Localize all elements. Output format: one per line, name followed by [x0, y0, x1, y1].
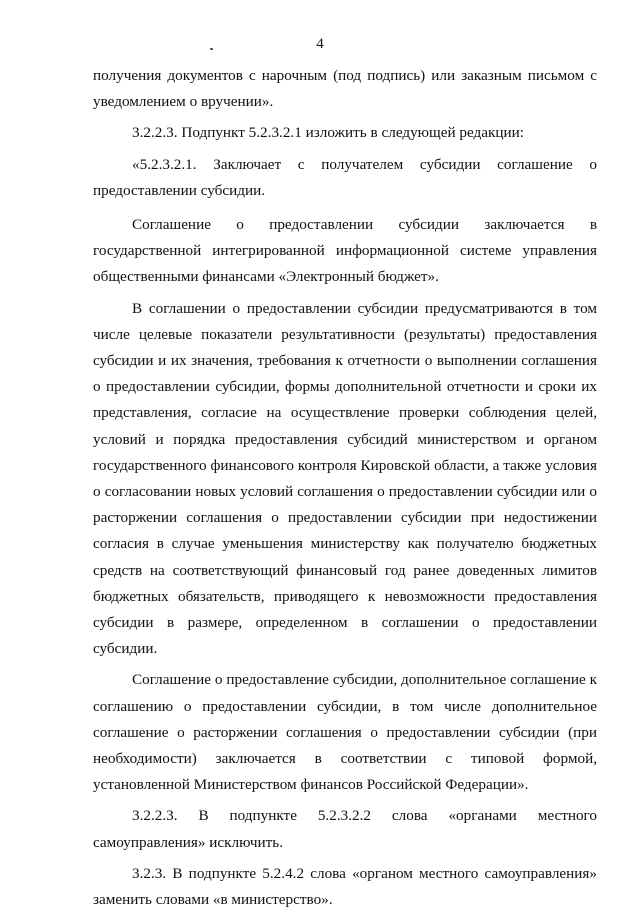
paragraph: Соглашение о предоставление субсидии, дополнительное соглашение к соглашению о предоставлении субсидии, в том числе дополнительное соглашение о расторжении соглашения о предоставлении субсидии (при необходимости) заключается в соответствии с типовой формой, установленной Министерством финансов Российской Федерации».: [93, 671, 597, 794]
scan-mark: [210, 48, 213, 50]
document-body: [93, 63, 597, 913]
paragraph: «5.2.3.2.1. Заключает с получателем субсидии соглашение о предоставлении субсидии.: [93, 155, 597, 199]
paragraph: Соглашение о предоставлении субсидии заключается в государственной интегрированной информационной системе управления общественными финансами «Электронный бюджет».: [93, 216, 597, 286]
paragraph: 3.2.2.3. Подпункт 5.2.3.2.1 изложить в следующей редакции:: [132, 124, 524, 142]
paragraph: В соглашении о предоставлении субсидии предусматриваются в том числе целевые показатели результативности (результаты) предоставления субсидии и их значения, требования к отчетности о выполнении соглашения о предоставлении субсидии, формы дополнительной отчетности и сроки их представления, согласие на осуществление проверки соблюдения целей, условий и порядка предоставления субсидий министерством и органом государственного финансового контроля Кировской области, а также условия о согласовании новых условий соглашения о предоставлении субсидии или о расторжении соглашения о предоставлении субсидии при недостижении согласия в случае уменьшения министерству как получателю бюджетных средств на соответствующий финансовый год ранее доведенных лимитов бюджетных обязательств, приводящего к невозможности предоставления субсидии в размере, определенном в соглашении о предоставлении субсидии.: [93, 299, 597, 658]
paragraph: 3.2.2.3. В подпункте 5.2.3.2.2 слова «органами местного самоуправления» исключить.: [93, 807, 597, 851]
paragraph: получения документов с нарочным (под подпись) или заказным письмом с уведомлением о вручении».: [93, 67, 597, 111]
page-number: 4: [316, 36, 324, 52]
paragraph: 3.2.3. В подпункте 5.2.4.2 слова «органом местного самоуправления» заменить словами «в министерство».: [93, 864, 597, 909]
